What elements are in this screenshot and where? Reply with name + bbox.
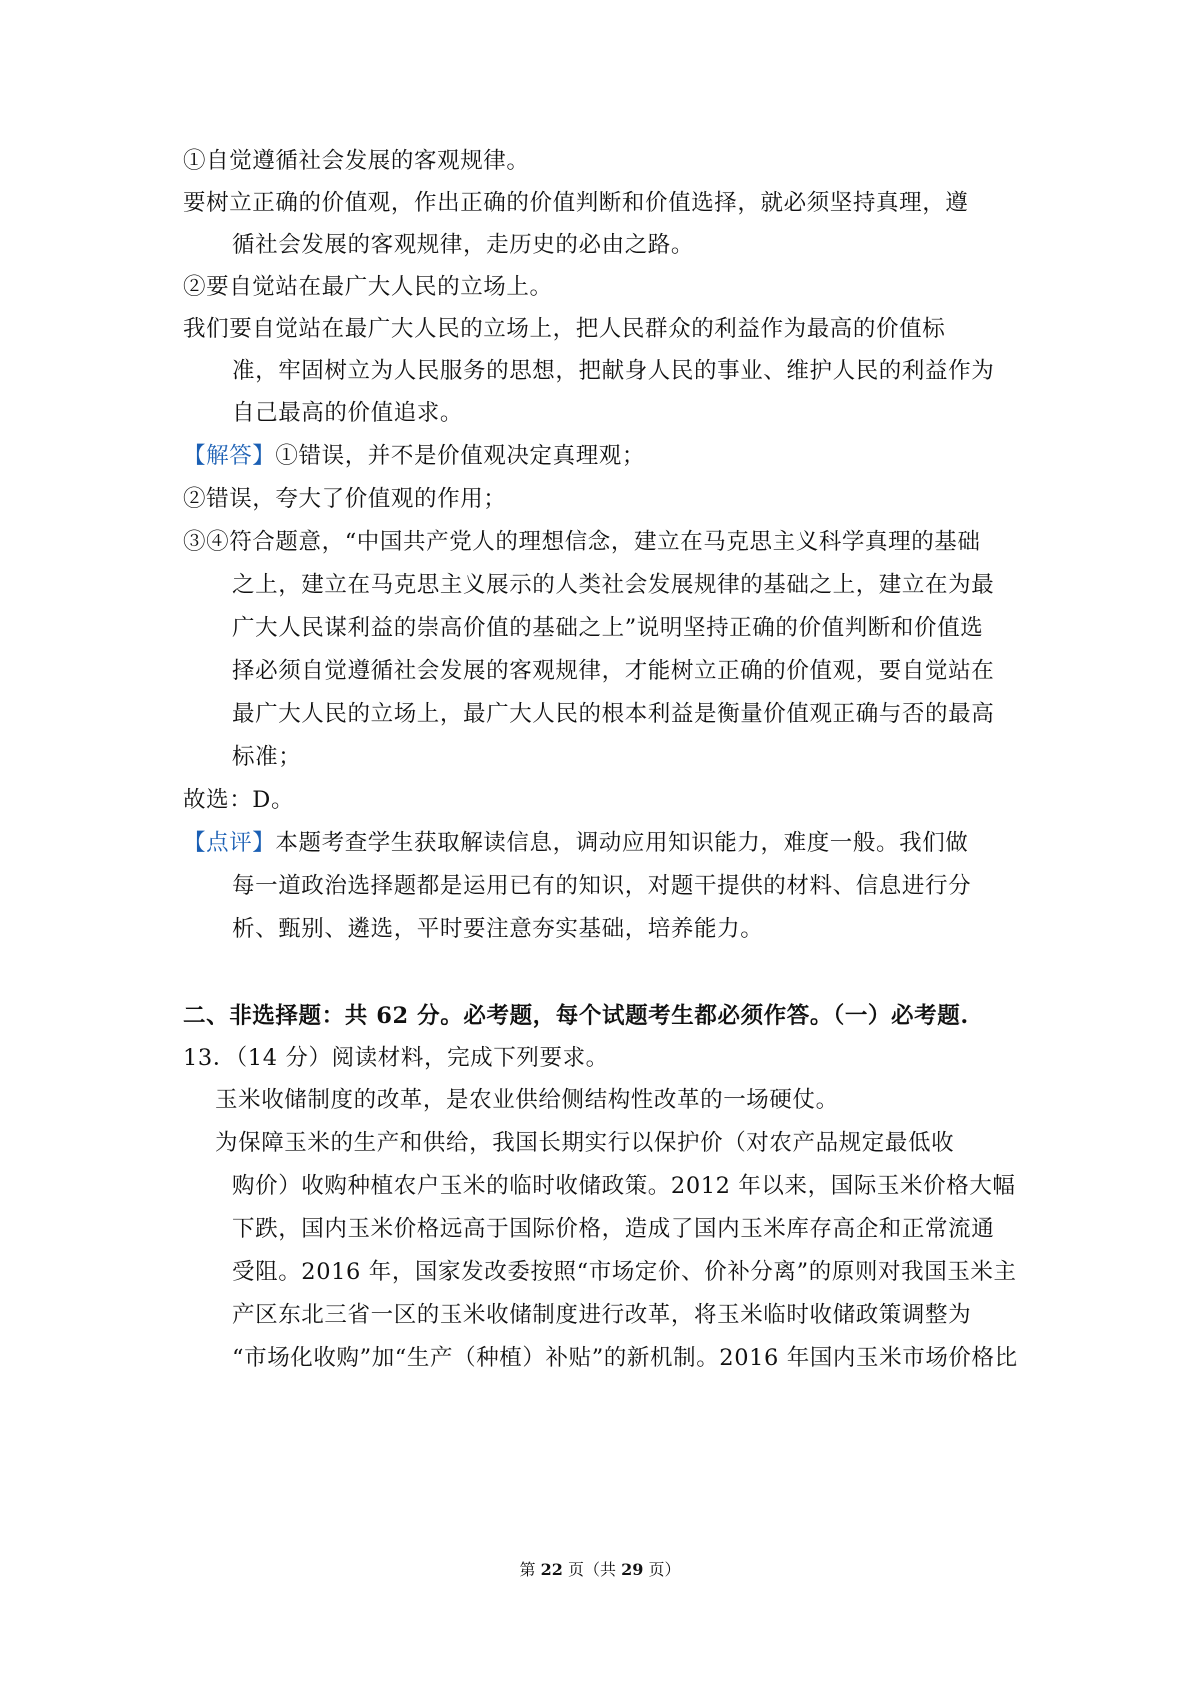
answer-line: 标准； [232,744,302,770]
analysis-point-2: ②要自觉站在最广大人民的立场上。 [183,274,553,300]
analysis-line: 准，牢固树立为人民服务的思想，把献身人民的事业、维护人民的利益作为 [232,358,995,384]
material-line: 玉米收储制度的改革，是农业供给侧结构性改革的一场硬仗。 [215,1087,839,1113]
analysis-line: 自己最高的价值追求。 [232,400,464,426]
footer-prefix: 第 [519,1560,541,1579]
comment-line: 析、甄别、遴选，平时要注意夯实基础，培养能力。 [232,916,764,942]
section-heading: 二、非选择题：共 62 分。必考题，每个试题考生都必须作答。（一）必考题. [183,1003,969,1029]
material-line: 下跌，国内玉米价格远高于国际价格，造成了国内玉米库存高企和正常流通 [232,1216,995,1242]
answer-line: 择必须自觉遵循社会发展的客观规律，才能树立正确的价值观，要自觉站在 [232,658,995,684]
page-total: 29 [621,1560,644,1579]
comment-line: 每一道政治选择题都是运用已有的知识，对题干提供的材料、信息进行分 [232,873,972,899]
analysis-line: 循社会发展的客观规律，走历史的必由之路。 [232,232,695,258]
material-line: 产区东北三省一区的玉米收储制度进行改革，将玉米临时收储政策调整为 [232,1302,972,1328]
comment-text: 本题考查学生获取解读信息，调动应用知识能力，难度一般。我们做 [275,830,969,856]
material-line: “市场化收购”加“生产（种植）补贴”的新机制。2016 年国内玉米市场价格比 [232,1345,1018,1371]
page-footer [0,1559,1200,1581]
analysis-point-1: ①自觉遵循社会发展的客观规律。 [183,148,530,174]
footer-suffix: 页） [643,1560,681,1579]
answer-line: 广大人民谋利益的崇高价值的基础之上”说明坚持正确的价值判断和价值选 [232,615,984,641]
page-number: 22 [540,1560,563,1579]
material-line: 购价）收购种植农户玉米的临时收储政策。2012 年以来，国际玉米价格大幅 [232,1173,1016,1199]
answer-tag: 【解答】 [183,443,276,469]
comment-tag: 【点评】 [183,830,276,856]
answer-line: ③④符合题意，“中国共产党人的理想信念，建立在马克思主义科学真理的基础 [183,529,981,555]
material-line: 受阻。2016 年，国家发改委按照“市场定价、价补分离”的原则对我国玉米主 [232,1259,1017,1285]
question-stem: 13．（14 分）阅读材料，完成下列要求。 [183,1045,609,1071]
material-line: 为保障玉米的生产和供给，我国长期实行以保护价（对农产品规定最低收 [215,1130,955,1156]
footer-middle: 页（共 [562,1560,622,1579]
answer-choice: 故选：D。 [183,787,295,813]
answer-line: 最广大人民的立场上，最广大人民的根本利益是衡量价值观正确与否的最高 [232,701,995,727]
answer-first-line [183,441,645,471]
answer-line: ②错误，夸大了价值观的作用； [183,486,507,512]
analysis-line: 要树立正确的价值观，作出正确的价值判断和价值选择，就必须坚持真理，遵 [183,190,969,216]
comment-first-line [183,828,968,858]
analysis-line: 我们要自觉站在最广大人民的立场上，把人民群众的利益作为最高的价值标 [183,316,946,342]
answer-line: 之上，建立在马克思主义展示的人类社会发展规律的基础之上，建立在为最 [232,572,995,598]
answer-text: ①错误，并不是价值观决定真理观； [275,443,646,469]
